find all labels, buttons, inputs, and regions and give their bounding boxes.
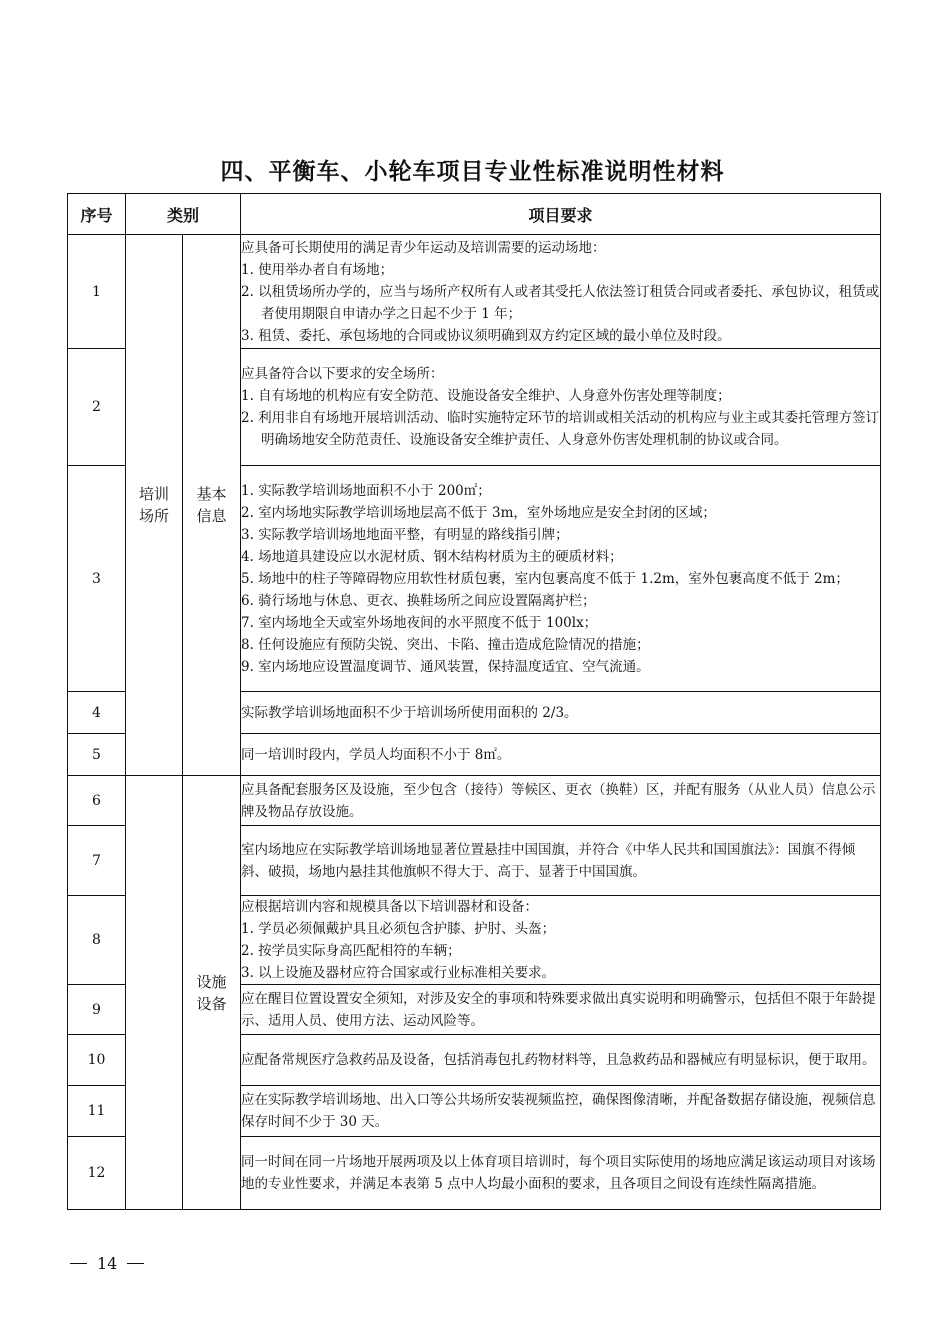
standards-table	[67, 193, 881, 1210]
row-number: 1	[68, 235, 126, 349]
requirement-cell	[241, 985, 881, 1035]
category-training-site-label: 培训场所	[138, 485, 169, 525]
page-footer	[70, 1254, 144, 1273]
requirement-line: 2. 利用非自有场地开展培训活动、临时实施特定环节的培训或相关活动的机构应与业主或其委托管理方签订明确场地安全防范责任、设施设备安全维护责任、人身意外伤害处理机制的协议或合同。	[241, 410, 880, 448]
requirement-line: 应根据培训内容和规模具备以下培训器材和设备：	[241, 899, 539, 915]
requirement-cell	[241, 235, 881, 349]
requirement-cell	[241, 1035, 881, 1086]
requirement-line: 9. 室内场地应设置温度调节、通风装置，保持温度适宜、空气流通。	[241, 658, 650, 675]
requirement-line: 实际教学培训场地面积不少于培训场所使用面积的 2/3。	[241, 704, 578, 721]
requirement-line: 室内场地应在实际教学培训场地显著位置悬挂中国国旗，并符合《中华人民共和国国旗法》：国旗不得倾斜、破损，场地内悬挂其他旗帜不得大于、高于、显著于中国国旗。	[241, 841, 856, 880]
requirement-line: 3. 实际教学培训场地地面平整，有明显的路线指引牌；	[241, 526, 569, 543]
row-number: 2	[68, 349, 126, 466]
requirement-line: 7. 室内场地全天或室外场地夜间的水平照度不低于 100lx；	[241, 614, 598, 631]
requirement-line: 6. 骑行场地与休息、更衣、换鞋场所之间应设置隔离护栏；	[241, 592, 596, 609]
category-training-site-cont	[126, 776, 183, 1210]
footer-dash-right	[127, 1263, 144, 1264]
category-facilities-label: 设施设备	[196, 972, 227, 1013]
category-facilities	[183, 776, 241, 1210]
header-category: 类别	[126, 194, 241, 235]
footer-dash-left	[70, 1263, 87, 1264]
requirement-cell	[241, 1137, 881, 1210]
requirement-cell	[241, 692, 881, 734]
requirement-cell	[241, 1086, 881, 1137]
requirement-cell	[241, 826, 881, 896]
requirement-line: 同一培训时段内，学员人均面积不小于 8㎡。	[241, 746, 511, 763]
requirement-line: 3. 租赁、委托、承包场地的合同或协议须明确到双方约定区域的最小单位及时段。	[241, 327, 731, 344]
header-requirement: 项目要求	[241, 194, 881, 235]
requirement-line: 1. 实际教学培训场地面积不小于 200㎡；	[241, 482, 491, 499]
requirement-line: 3. 以上设施及器材应符合国家或行业标准相关要求。	[241, 965, 556, 981]
row-number: 8	[68, 896, 126, 985]
row-number: 3	[68, 466, 126, 692]
requirement-line: 2. 以租赁场所办学的，应当与场所产权所有人或者其受托人依法签订租赁合同或者委托、承包协议，租赁或者使用期限自申请办学之日起不少于 1 年；	[241, 283, 880, 322]
requirement-line: 应在醒目位置设置安全须知，对涉及安全的事项和特殊要求做出真实说明和明确警示，包括但不限于年龄提示、适用人员、使用方法、运动风险等。	[241, 990, 876, 1029]
requirement-line: 4. 场地道具建设应以水泥材质、钢木结构材质为主的硬质材料；	[241, 548, 623, 565]
requirement-cell	[241, 734, 881, 776]
category-basic-info	[183, 235, 241, 776]
requirement-line: 2. 按学员实际身高匹配相符的车辆；	[241, 943, 461, 959]
requirement-line: 2. 室内场地实际教学培训场地层高不低于 3m，室外场地应是安全封闭的区域；	[241, 504, 716, 521]
page-title: 四、平衡车、小轮车项目专业性标准说明性材料	[220, 159, 725, 185]
category-training-site	[126, 235, 183, 776]
requirement-line: 应具备可长期使用的满足青少年运动及培训需要的运动场地：	[241, 239, 606, 256]
requirement-cell	[241, 349, 881, 466]
requirement-line: 5. 场地中的柱子等障碍物应用软性材质包裹，室内包裹高度不低于 1.2m，室外包裹高度不低于 2m；	[241, 570, 849, 587]
requirement-line: 应具备配套服务区及设施，至少包含（接待）等候区、更衣（换鞋）区，并配有服务（从业人员）信息公示牌及物品存放设施。	[241, 781, 876, 820]
requirement-line: 1. 自有场地的机构应有安全防范、设施设备安全维护、人身意外伤害处理等制度；	[241, 388, 731, 404]
header-no: 序号	[68, 194, 126, 235]
row-number: 4	[68, 692, 126, 734]
requirement-cell	[241, 896, 881, 985]
requirement-line: 同一时间在同一片场地开展两项及以上体育项目培训时，每个项目实际使用的场地应满足该运动项目对该场地的专业性要求，并满足本表第 5 点中人均最小面积的要求，且各项目之间设有连续性隔离措施。	[241, 1154, 876, 1192]
category-basic-info-label: 基本信息	[196, 485, 227, 525]
requirement-line: 应具备符合以下要求的安全场所：	[241, 366, 444, 382]
requirement-line: 1. 学员必须佩戴护具且必须包含护膝、护肘、头盔；	[241, 921, 556, 937]
requirement-line: 应配备常规医疗急救药品及设备，包括消毒包扎药物材料等，且急救药品和器械应有明显标识，便于取用。	[241, 1052, 876, 1068]
header-row	[68, 194, 881, 235]
row-number: 9	[68, 985, 126, 1035]
requirement-cell	[241, 466, 881, 692]
row-number: 10	[68, 1035, 126, 1086]
requirement-line: 1. 使用举办者自有场地；	[241, 261, 394, 278]
requirement-cell	[241, 776, 881, 826]
row-number: 5	[68, 734, 126, 776]
row-number: 11	[68, 1086, 126, 1137]
requirement-line: 应在实际教学培训场地、出入口等公共场所安装视频监控，确保图像清晰，并配备数据存储设施，视频信息保存时间不少于 30 天。	[241, 1092, 876, 1130]
requirement-line: 8. 任何设施应有预防尖锐、突出、卡陷、撞击造成危险情况的措施；	[241, 636, 650, 653]
row-number: 12	[68, 1137, 126, 1210]
row-number: 6	[68, 776, 126, 826]
page-number: 14	[97, 1254, 118, 1273]
row-number: 7	[68, 826, 126, 896]
